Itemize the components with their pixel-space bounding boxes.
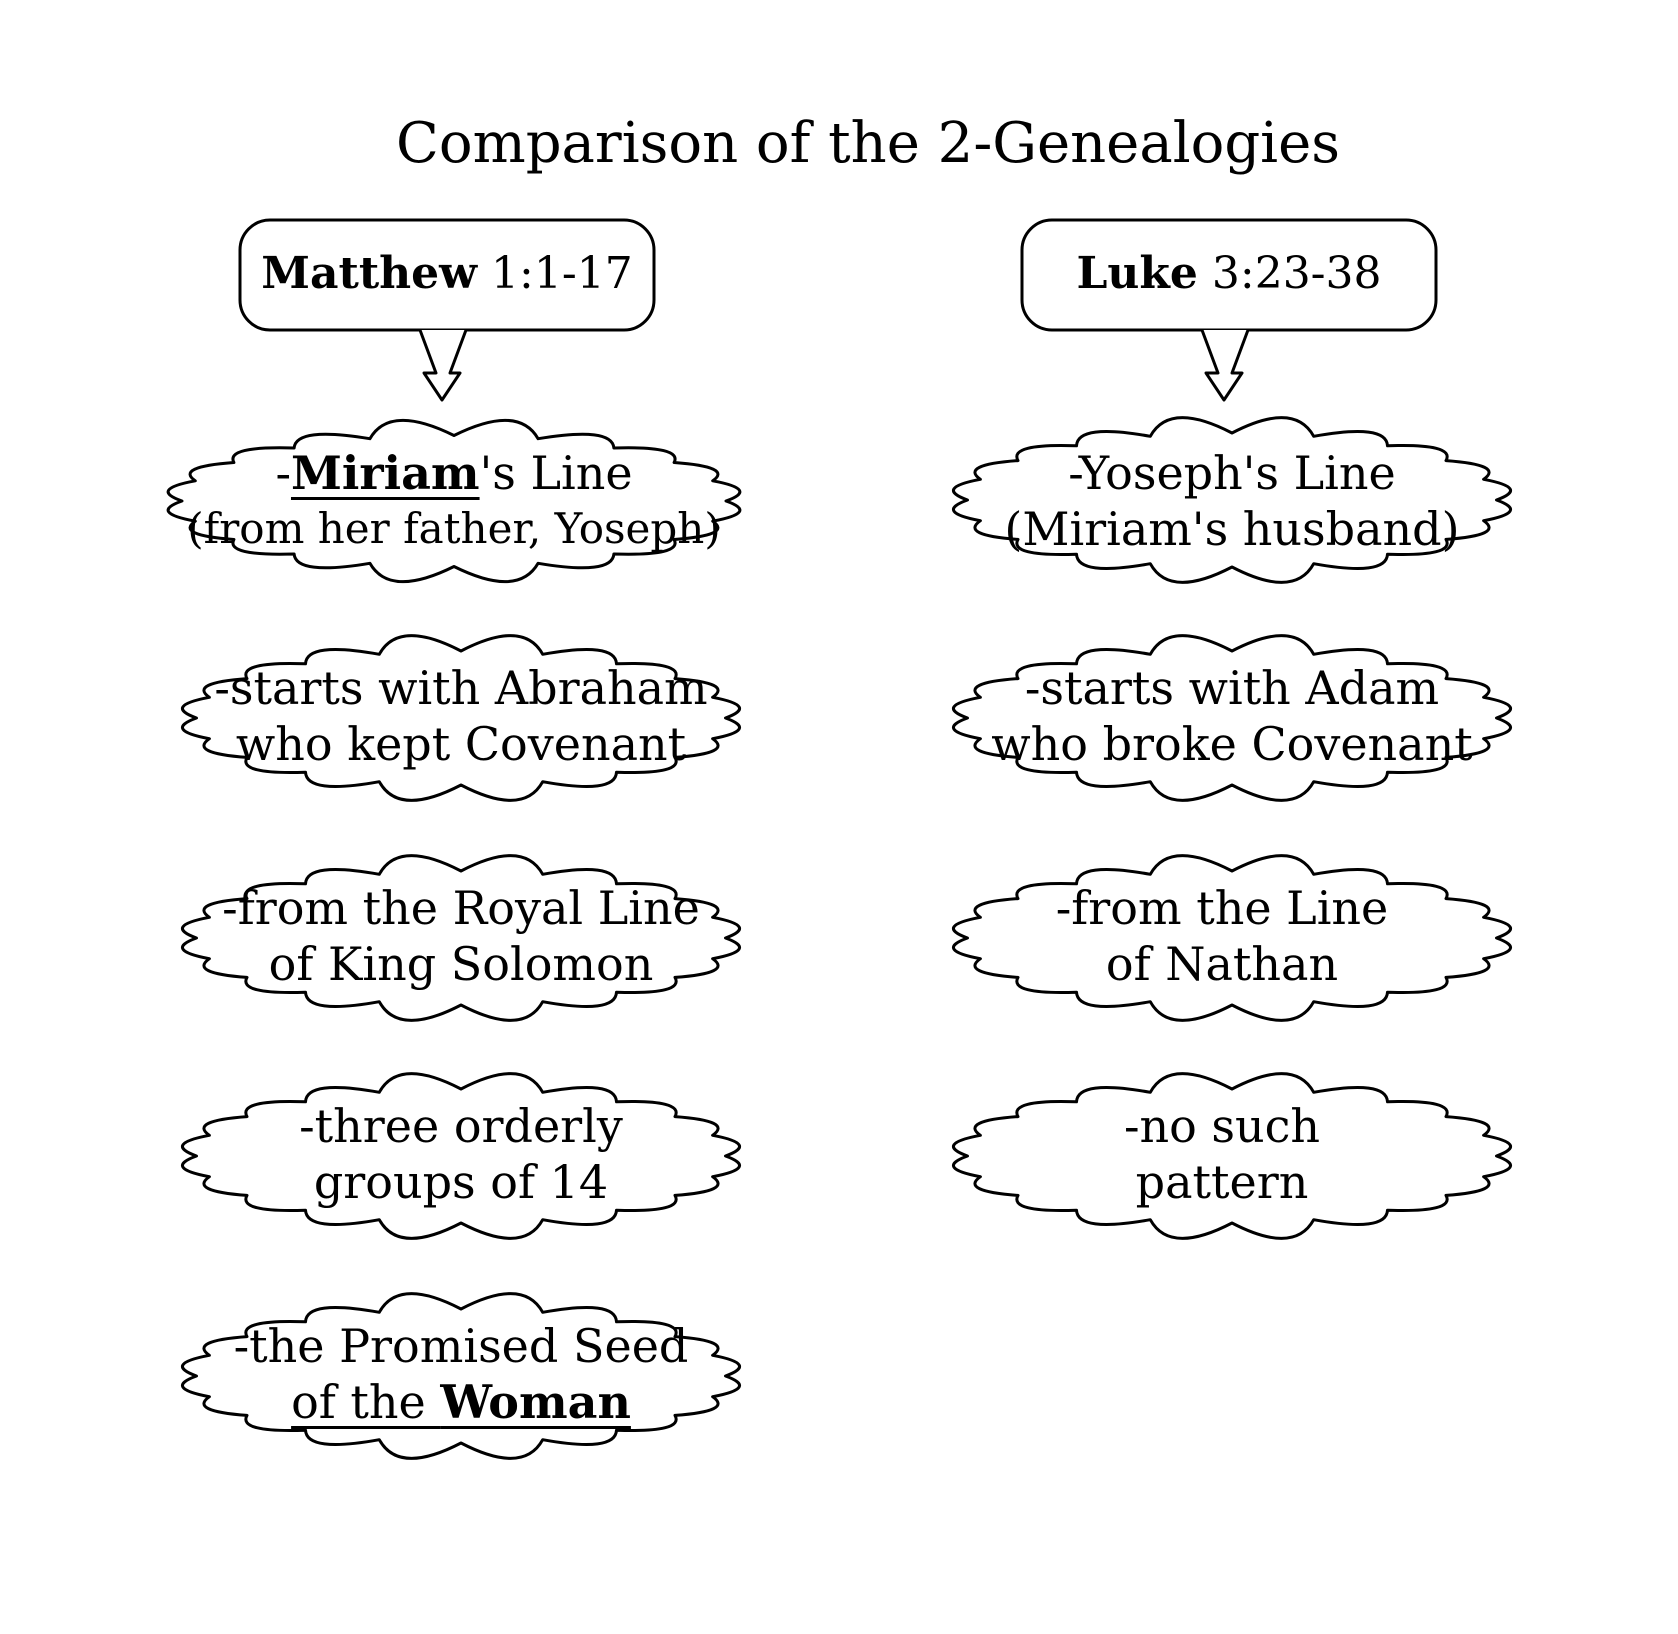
luke-reference: 3:23-38 [1211,248,1382,299]
left-item-1-line1: -Miriam's Line [275,446,633,500]
left-item-2-line2: who kept Covenant [235,717,687,771]
right-item-3-line2: of Nathan [1105,937,1339,991]
left-item-2 [164,660,758,772]
miriam-emphasis: Miriam [290,446,480,500]
left-item-1-line2: (from her father, Yoseph) [187,504,721,553]
right-item-3 [940,880,1504,992]
luke-header [1022,248,1436,300]
right-item-2 [950,660,1514,772]
left-item-5 [164,1318,758,1430]
left-item-4-line2: groups of 14 [313,1155,609,1209]
left-item-3-line1: -from the Royal Line [222,881,700,935]
right-item-4-line2: pattern [1135,1155,1309,1209]
woman-emphasis: of the Woman [291,1375,631,1429]
matthew-label: Matthew [261,248,478,299]
matthew-arrow [420,330,466,400]
left-item-3-line2: of King Solomon [268,937,654,991]
right-item-1-line1: -Yoseph's Line [1068,446,1396,500]
matthew-reference: 1:1-17 [491,248,633,299]
left-item-1 [164,445,744,557]
matthew-header [240,248,654,300]
left-item-2-line1: -starts with Abraham [214,661,708,715]
luke-arrow [1202,330,1248,400]
diagram-title: Comparison of the 2-Genealogies [396,111,1340,176]
right-item-1 [950,445,1514,557]
right-item-3-line1: -from the Line [1055,881,1389,935]
left-item-3 [164,880,758,992]
left-item-4-line1: -three orderly [299,1099,623,1153]
right-item-1-line2: (Miriam's husband) [1004,502,1460,556]
right-item-2-line2: who broke Covenant [991,717,1473,771]
right-item-4-line1: -no such [1123,1099,1321,1153]
right-item-2-line1: -starts with Adam [1024,661,1440,715]
left-item-5-line2 [164,1374,758,1430]
right-item-4 [940,1098,1504,1210]
luke-label: Luke [1076,248,1198,299]
left-item-4 [164,1098,758,1210]
left-item-5-line1: -the Promised Seed [233,1319,689,1373]
